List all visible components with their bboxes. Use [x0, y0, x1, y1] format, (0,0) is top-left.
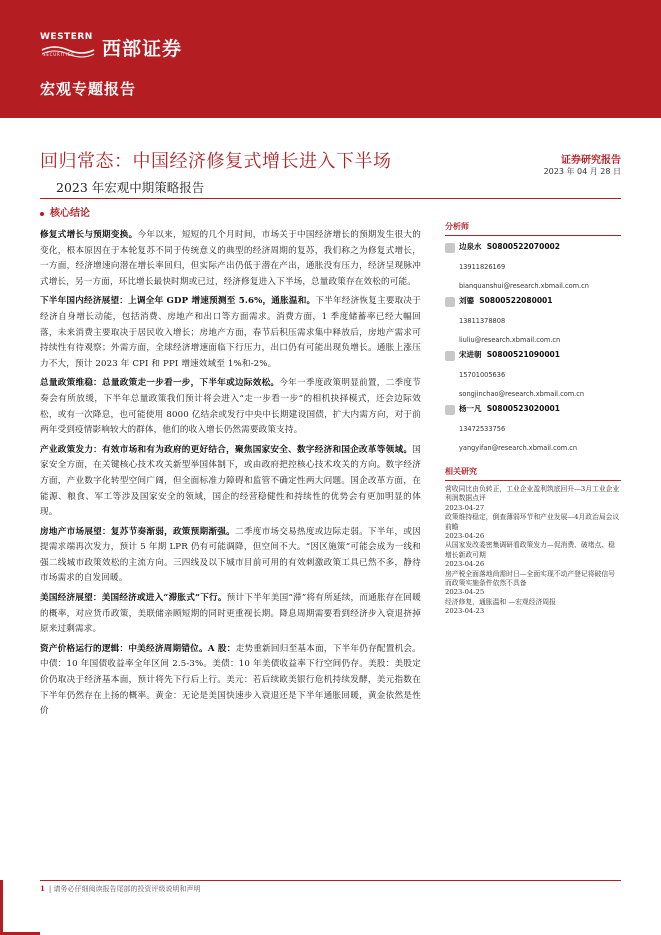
- analyst-email[interactable]: liuliu@research.xbmail.com.cn: [459, 336, 561, 344]
- sidebar: [445, 221, 621, 617]
- related-research-heading: 相关研究: [445, 466, 621, 481]
- related-research-list: [445, 485, 621, 617]
- analyst-email[interactable]: yangyifan@research.xbmail.com.cn: [459, 444, 578, 452]
- analyst-phone: 13911826169: [459, 263, 506, 271]
- analyst-card: [445, 350, 621, 398]
- analyst-id: S0800522070002: [486, 242, 560, 251]
- page-subtitle: 2023 年宏观中期策略报告: [56, 180, 205, 195]
- related-date: 2023-04-26: [445, 532, 485, 541]
- paragraph: [40, 525, 421, 587]
- analyst-card: [445, 242, 621, 290]
- page-title: 回归常态：中国经济修复式增长进入下半场: [40, 151, 392, 172]
- related-date: 2023-04-27: [445, 503, 485, 512]
- related-title[interactable]: 房产税全面落地尚需时日—全面实现不动产登记将破信号而政策实施条件依然不具备: [445, 569, 615, 588]
- title-divider: [40, 198, 621, 199]
- analyst-email[interactable]: songjinchao@research.xbmail.com.cn: [459, 390, 585, 398]
- footer-divider-bar: |: [48, 885, 52, 893]
- avatar: [445, 297, 455, 307]
- paragraph-text: 二季度市场交易热度或边际走弱。下半年，或因提需求端再次发力，预计 5 年期 LPR 仍有可能调降，但空间不大。“因区施策”可能会成为一线和强二线城市政策效松的主流方向。三四线及以下城市目前可用的有效刺激政策工具已然不多，静待市场需求的自发回暖。: [40, 526, 421, 584]
- related-title[interactable]: 经济修复，通胀温和 —宏观经济周报: [445, 597, 556, 606]
- paragraph: [40, 443, 421, 521]
- analyst-name-line: [459, 242, 621, 252]
- analyst-card: [445, 404, 621, 452]
- paragraph-text: 今年以来，短短的几个月时间，市场关于中国经济增长的预期发生很大的变化，根本原因在于本轮复苏不同于传统意义的典型的经济周期的复苏，我们称之为修复式增长，一方面，经济增速向潜在增长率回归，但实际产出仍低于潜在产出，通胀没有压力，经济呈现脉冲式增长，另一方面，环比增长最快时期或已过，经济修复进入下半场，总量政策存在效松的可能。: [40, 230, 421, 287]
- avatar: [445, 351, 455, 361]
- analyst-email[interactable]: bianquanshui@research.xbmail.com.cn: [459, 282, 589, 290]
- report-date: 2023 年 04 月 28 日: [543, 167, 621, 176]
- logo-subtext: SECURITIES: [43, 52, 75, 57]
- analyst-name: 宋进朝: [459, 350, 482, 359]
- paragraph-lead: 修复式增长与预期变换。: [40, 230, 138, 240]
- analyst-id: S0800522080001: [479, 296, 553, 305]
- analyst-name: 杨一凡: [459, 404, 482, 413]
- paragraph: [40, 376, 421, 438]
- related-title[interactable]: 从国家发改委密集调研看政策发力—促消费、破堵点、稳增长新政可期: [445, 541, 615, 559]
- analyst-name: 边泉水: [459, 242, 482, 251]
- footer-disclaimer: 请务必仔细阅读报告尾部的投资评级说明和声明: [53, 885, 201, 893]
- analyst-card: [445, 296, 621, 344]
- analyst-id: S0800521090001: [486, 350, 560, 359]
- logo-english: WESTERN: [40, 32, 93, 42]
- avatar: [445, 405, 455, 415]
- related-date: 2023-04-23: [445, 607, 485, 616]
- related-date: 2023-04-26: [445, 560, 485, 569]
- paragraph: [40, 294, 421, 372]
- analyst-phone: 13811378808: [459, 317, 506, 325]
- related-title[interactable]: 营收同比由负转正，工业企业盈利筑底回升—3月工业企业利润数据点评: [445, 485, 620, 503]
- paragraph-lead: 资产价格运行的逻辑：中美经济周期错位。A 股：: [40, 643, 236, 654]
- paragraph-lead: 房地产市场展望：复苏节奏渐弱，政策预期渐强。: [40, 526, 235, 537]
- analyst-name-line: [459, 404, 621, 414]
- analyst-heading: 分析师: [445, 221, 621, 236]
- report-type: 宏观专题报告: [40, 80, 137, 98]
- paragraph: [40, 642, 421, 720]
- avatar: [445, 243, 455, 253]
- logo-chinese: 西部证券: [102, 38, 183, 60]
- bullet-icon: [40, 212, 44, 216]
- paragraph-text: 走势重新回归至基本面，下半年仍存配置机会。中债：10 年国债收益率全年区间 2.5-3%。美债：10 年美债收益率下行空间仍存。美股：美股定价仍取决于经济基本面，预计将先下行后上行。美元：若后续欧美银行危机持续发酵，美元指数在下半年仍然存在上扬的概率。黄金：无论是美国快速步入衰退还是下半年通胀回暖，黄金依然是性价: [40, 643, 421, 717]
- paragraph-lead: 下半年国内经济展望：上调全年 GDP 增速预测至 5.6%，通胀温和。: [40, 296, 316, 307]
- analyst-name-line: [459, 296, 621, 306]
- page-footer: [40, 884, 200, 894]
- paragraph-text: 国家安全方面，在关键核心技术攻关新型举国体制下，或由政府把控核心技术攻关的方向。数字经济方面，产业数字化转型空间广阔，但全面标准力障碍和监管不确定性两大问题。国企改革方面，在能源、粮食、军工等涉及国家安全的领域，国企的经营稳健性和持续性的优势会有更加明显的体现。: [40, 444, 421, 518]
- paragraph: [40, 591, 421, 638]
- paragraph-text: 预计下半年美国“滞”将有所延续，而通胀存在回暖的概率，对应货币政策，美联储亲顾短期的同时更重视长期。降息周期需要看到经济步入衰退挤掉原来过剩需求。: [40, 593, 421, 635]
- report-header: [0, 0, 661, 118]
- footer-divider: [40, 880, 621, 881]
- paragraph-text: 下半年经济恢复主要取决于经济自身增长动能，包括消费、房地产和出口等方面需求。消费方面，1 季度储蓄率已经大幅回落，未来消费主要取决于居民收入增长；房地产方面，春节后积压需求集中释放后，房地产需求可持续性有待观察；外需方面，全球经济增速面临下行压力，出口仍有可能出现负增长。通胀上涨压力不大，预计 2023 年 CPI 和 PPI 增速效域至 1%和-2%。: [40, 296, 421, 369]
- corner-decoration: [0, 880, 3, 935]
- section-heading-text: 核心结论: [50, 208, 90, 219]
- related-title[interactable]: 政策维持稳定，倒查薄弱环节和产业发展—4月政治局会议前瞻: [445, 513, 620, 531]
- paragraph: [40, 228, 421, 290]
- paragraph-text: 今年一季度政策明显前置，二季度节奏会有所放缓，下半年总量政策我们预计将会进入“走一步看一步”的相机抉择模式，还会边际效松，或有一次降息，也可能使用 8000 亿结余或发行中央中长期建设国债，扩大内需方向，对于前两年受到疫情影响较大的群体，他们的收入增长仍然需要政策支持。: [40, 378, 421, 436]
- analyst-name: 刘鎏: [459, 296, 474, 305]
- company-logo: [40, 30, 240, 70]
- paragraph-lead: 总量政策维稳：总量政策走一步看一步，下半年或边际效松。: [40, 378, 280, 389]
- analyst-phone: 13472533756: [459, 425, 506, 433]
- section-heading: [40, 204, 90, 219]
- paragraph-lead: 美国经济展望：美国经济或进入“滞胀式”下行。: [40, 593, 227, 604]
- report-category-label: 证券研究报告: [561, 155, 621, 166]
- paragraph-lead: 产业政策发力：有效市场和有为政府的更好结合，聚焦国家安全、数字经济和国企改革等领域。: [40, 444, 413, 455]
- analyst-name-line: [459, 350, 621, 360]
- analyst-phone: 15701005636: [459, 371, 506, 379]
- related-date: 2023-04-25: [445, 588, 485, 597]
- main-body: [40, 228, 421, 724]
- analyst-id: S0800523020001: [486, 404, 560, 413]
- page-number: 1: [40, 884, 45, 893]
